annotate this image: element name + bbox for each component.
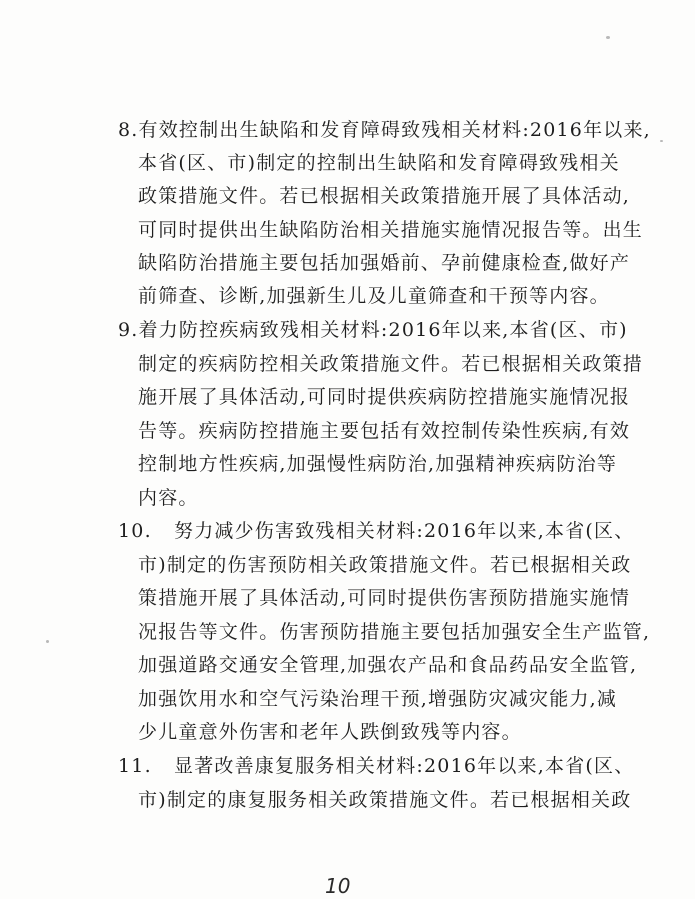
item-11-text: 显著改善康复服务相关材料:2016年以来,本省(区、 [174, 755, 635, 777]
item-8-line-3: 政策措施文件。若已根据相关政策措施开展了具体活动, [138, 185, 631, 207]
item-11-number: 11. [118, 755, 152, 777]
item-8-line-5: 缺陷防治措施主要包括加强婚前、孕前健康检查,做好产 [138, 252, 631, 274]
item-8-line-6: 前筛查、诊断,加强新生儿及儿童筛查和干预等内容。 [138, 285, 610, 307]
page-number: 10 [325, 874, 351, 898]
item-9-line-6: 内容。 [138, 487, 199, 509]
item-8-line-4: 可同时提供出生缺陷防治相关措施实施情况报告等。出生 [138, 219, 644, 241]
item-8-line-2: 本省(区、市)制定的控制出生缺陷和发育障碍致残相关 [138, 152, 620, 174]
item-10-line-5: 加强道路交通安全管理,加强农产品和食品药品安全监管, [138, 654, 638, 676]
item-9-line-2: 制定的疾病防控相关政策措施文件。若已根据相关政策措 [138, 353, 644, 375]
item-11-line-1 [118, 754, 634, 778]
item-11-line-2: 市)制定的康复服务相关政策措施文件。若已根据相关政 [138, 789, 632, 811]
item-9-line-3: 施开展了具体活动,可同时提供疾病防控措施实施情况报 [138, 386, 631, 408]
item-9-line-5: 控制地方性疾病,加强慢性病防治,加强精神疾病防治等 [138, 453, 618, 475]
scan-speck [46, 640, 49, 643]
item-10-text: 努力减少伤害致残相关材料:2016年以来,本省(区、 [174, 520, 635, 542]
item-9-number: 9. [118, 319, 139, 341]
item-9-line-1 [118, 318, 628, 342]
item-8-number: 8. [118, 119, 139, 141]
item-9-text: 着力防控疾病致残相关材料:2016年以来,本省(区、市) [138, 319, 628, 341]
item-10-line-2: 市)制定的伤害预防相关政策措施文件。若已根据相关政 [138, 554, 632, 576]
item-8-text: 有效控制出生缺陷和发育障碍致残相关材料:2016年以来, [138, 119, 651, 141]
item-10-number: 10. [118, 520, 152, 542]
item-9-line-4: 告等。疾病防控措施主要包括有效控制传染性疾病,有效 [138, 420, 631, 442]
item-8-line-1 [118, 118, 651, 142]
item-10-line-1 [118, 519, 634, 543]
item-10-line-7: 少儿童意外伤害和老年人跌倒致残等内容。 [138, 721, 522, 743]
scan-speck [660, 140, 663, 142]
scan-speck [606, 36, 610, 39]
item-10-line-6: 加强饮用水和空气污染治理干预,增强防灾减灾能力,减 [138, 688, 618, 710]
item-10-line-3: 策措施开展了具体活动,可同时提供伤害预防措施实施情 [138, 587, 631, 609]
item-10-line-4: 况报告等文件。伤害预防措施主要包括加强安全生产监管, [138, 621, 651, 643]
